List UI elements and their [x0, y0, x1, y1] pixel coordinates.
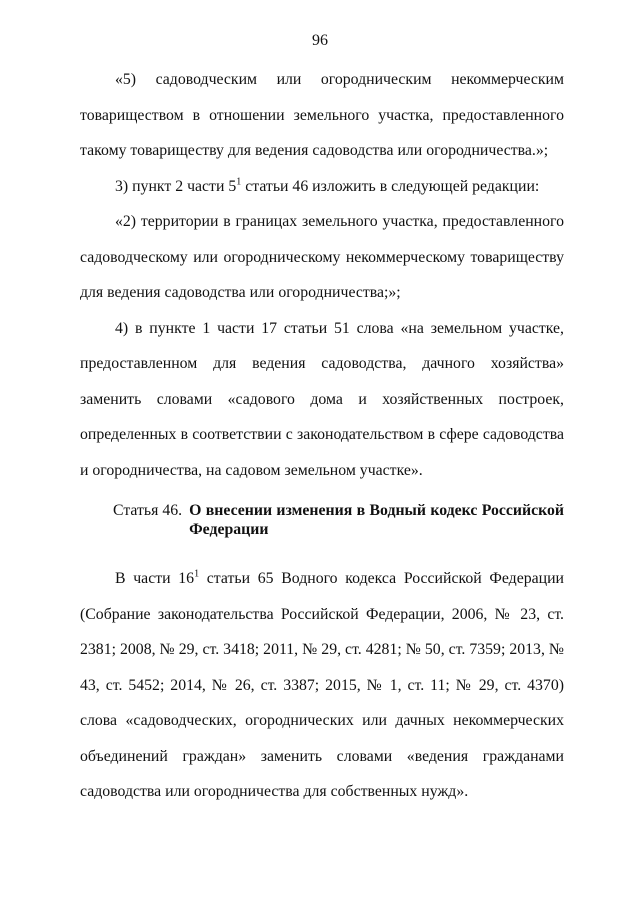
article-label: Статья 46.: [113, 502, 183, 519]
paragraph-item-3: [80, 169, 564, 205]
paragraph-item-4: 4) в пункте 1 части 17 статьи 51 слова «на земельном участке, предоставленном для ведения садоводства, дачного хозяйства» заменить словами «садового дома и хозяйственных построек, определенных в соответствии с законодательством в сфере садоводства и огородничества, на садовом земельном участке».: [80, 319, 564, 479]
closing-paragraph: [80, 561, 564, 810]
superscript: 1: [194, 568, 200, 580]
closing-paragraph-text: В части 16: [115, 570, 195, 587]
paragraph-item-2-quote: «2) территории в границах земельного участка, предоставленного садоводческому или огородническому некоммерческому товариществу для ведения садоводства или огородничества;»;: [80, 213, 564, 301]
paragraph-item-5: «5) садоводческим или огородническим некоммерческим товариществом в отношении земельного участка, предоставленного такому товариществу для ведения садоводства или огородничества.»;: [80, 71, 564, 159]
paragraph-item-3-text-rest: статьи 46 изложить в следующей редакции:: [241, 177, 540, 195]
closing-paragraph-text-rest: статьи 65 Водного кодекса Российской Федерации (Собрание законодательства Российской Федерации, 2006, № 23, ст. 2381; 2008, № 29, ст. 3418; 2011, № 29, ст. 4281; № 50, ст. 7359; 2013, № 43, ст. 5452; 2014, № 26, ст. 3387; 2015, № 1, ст. 11; № 29, ст. 4370) слова «садоводческих, огороднических или дачных некоммерческих объединений граждан» заменить словами «ведения гражданами садоводства или огородничества для собственных нужд».: [80, 570, 564, 800]
paragraph-item-3-text: 3) пункт 2 части 5: [115, 177, 237, 195]
article-heading: [113, 501, 564, 539]
article-title: О внесении изменения в Водный кодекс Российской Федерации: [189, 502, 564, 538]
page-number: 96: [312, 32, 328, 49]
superscript: 1: [236, 176, 242, 188]
document-body: [80, 62, 564, 810]
